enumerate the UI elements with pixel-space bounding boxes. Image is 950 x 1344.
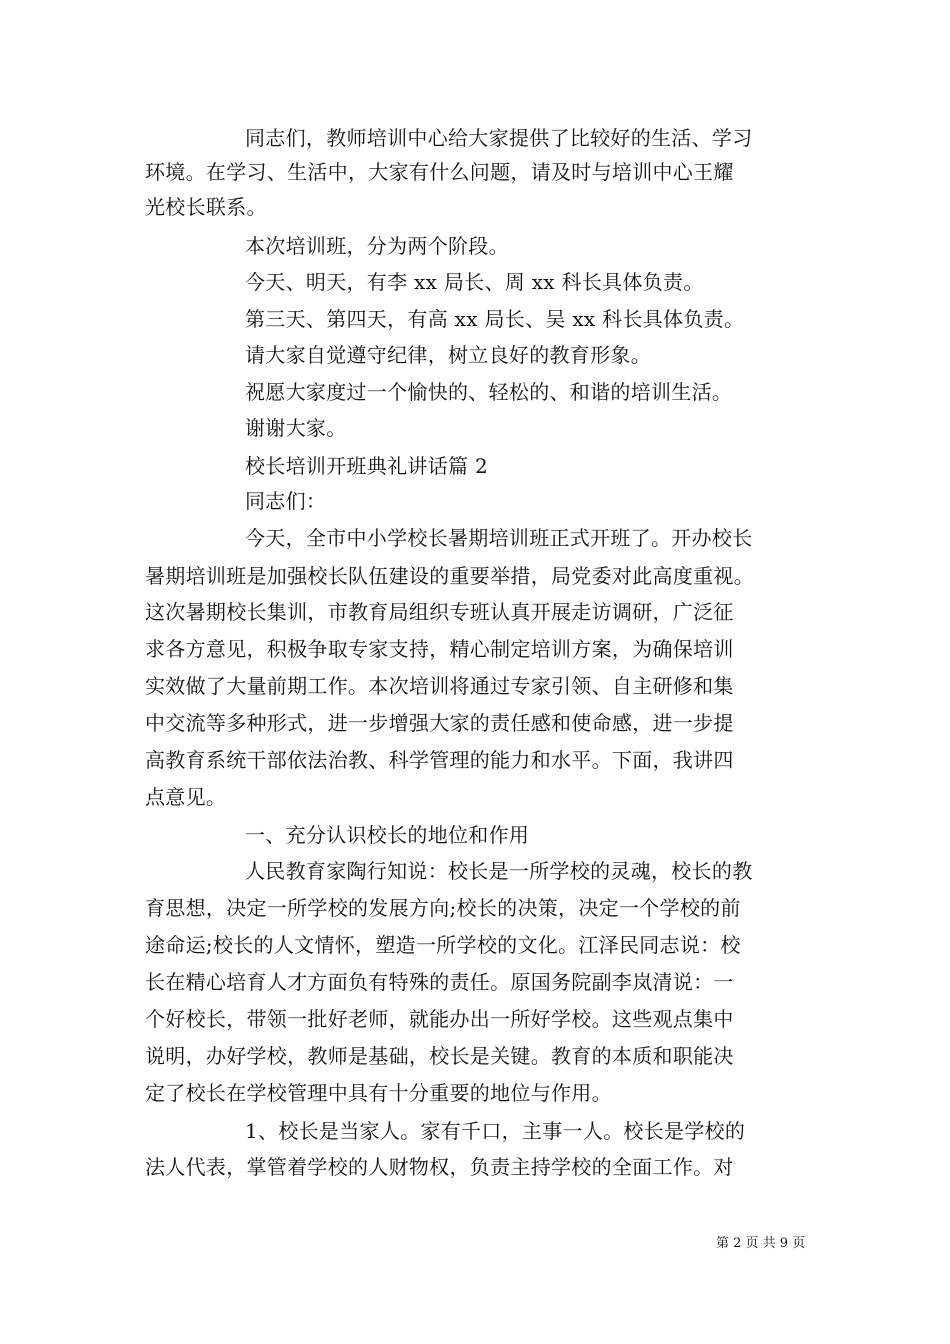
section-heading: 校长培训开班典礼讲话篇 2 [245,454,488,478]
text-line: 求各方意见，积极争取专家支持，精心制定培训方案，为确保培训 [145,637,734,661]
text-line: 育思想，决定一所学校的发展方向;校长的决策，决定一个学校的前 [145,896,741,920]
text-line: 这次暑期校长集训，市教育局组织专班认真开展走访调研，广泛征 [145,600,734,624]
text-line: 本次培训班，分为两个阶段。 [245,234,509,258]
text-line: 说明，办好学校，教师是基础，校长是关键。教育的本质和职能决 [145,1044,734,1068]
text-line: 长在精心培育人才方面负有特殊的责任。原国务院副李岚清说：一 [145,970,734,994]
text-line: 环境。在学习、生活中，大家有什么问题，请及时与培训中心王耀 [145,160,734,184]
text-line: 中交流等多种形式，进一步增强大家的责任感和使命感，进一步提 [145,711,734,735]
text-line: 第三天、第四天，有高 xx 局长、吴 xx 科长具体负责。 [245,307,745,331]
text-line: 途命运;校长的人文情怀，塑造一所学校的文化。江泽民同志说：校 [145,933,741,957]
text-line: 谢谢大家。 [245,416,347,440]
text-line: 暑期培训班是加强校长队伍建设的重要举措，局党委对此高度重视。 [145,564,754,588]
text-line: 法人代表，掌管着学校的人财物权，负责主持学校的全面工作。对 [145,1155,734,1179]
section-heading: 一、充分认识校长的地位和作用 [245,823,530,847]
text-line: 定了校长在学校管理中具有十分重要的地位与作用。 [145,1081,612,1105]
text-line: 光校长联系。 [145,195,267,219]
text-line: 点意见。 [145,785,227,809]
text-line: 个好校长，带领一批好老师，就能办出一所好学校。这些观点集中 [145,1007,734,1031]
text-line: 高教育系统干部依法治教、科学管理的能力和水平。下面，我讲四 [145,748,734,772]
text-line: 实效做了大量前期工作。本次培训将通过专家引领、自主研修和集 [145,674,734,698]
page-number: 第 2 页 共 9 页 [716,1236,806,1251]
text-line: 人民教育家陶行知说：校长是一所学校的灵魂，校长的教 [245,859,753,883]
text-line: 1、校长是当家人。家有千口，主事一人。校长是学校的 [245,1119,746,1143]
text-line: 同志们，教师培训中心给大家提供了比较好的生活、学习 [245,126,753,150]
text-line: 今天，全市中小学校长暑期培训班正式开班了。开办校长 [245,526,753,550]
salutation: 同志们： [245,489,327,513]
text-line: 祝愿大家度过一个愉快的、轻松的、和谐的培训生活。 [245,380,733,404]
text-line: 今天、明天，有李 xx 局长、周 xx 科长具体负责。 [245,270,704,294]
text-line: 请大家自觉遵守纪律，树立良好的教育形象。 [245,343,651,367]
